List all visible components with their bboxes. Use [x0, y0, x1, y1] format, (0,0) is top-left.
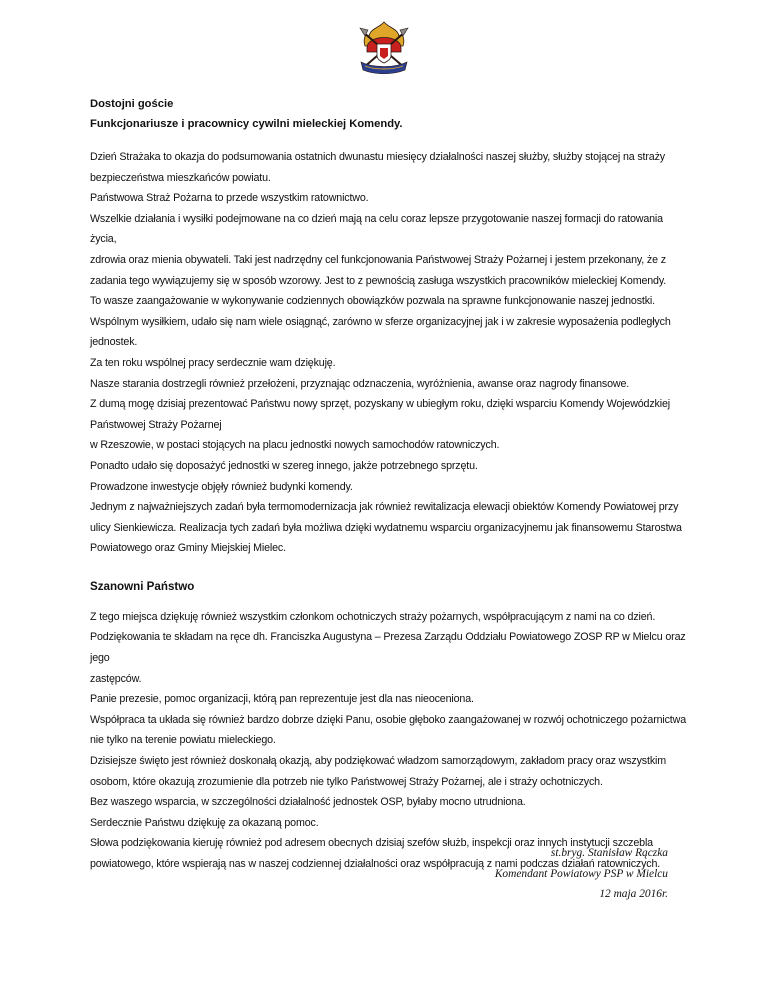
text-line: osobom, które okazują zrozumienie dla potrzeb nie tylko Państwowej Straży Pożarnej, ale i straży ochotniczych. — [90, 775, 603, 788]
letter-body — [90, 94, 690, 875]
text-line: zdrowia oraz mienia obywateli. Taki jest nadrzędny cel funkcjonowania Państwowej Straży Pożarnej i jestem przekonany, że z — [90, 253, 666, 266]
paragraph-block — [90, 147, 690, 559]
signature-block — [495, 843, 668, 905]
greeting-line: Dostojni goście — [90, 98, 174, 110]
signature-name: st.bryg. Stanisław Rączka — [550, 847, 668, 859]
text-line: zastępców. — [90, 672, 142, 685]
paragraph-block — [90, 607, 690, 875]
text-line: Nasze starania dostrzegli również przełożeni, przyznając odznaczenia, wyróżnienia, awanse oraz nagrody finansowe. — [90, 377, 630, 390]
signature-title: Komendant Powiatowy PSP w Mielcu — [494, 867, 668, 880]
text-line: Państwowej Straży Pożarnej — [90, 418, 222, 431]
text-line: Ponadto udało się doposażyć jednostki w szereg innego, jakże potrzebnego sprzętu. — [90, 459, 478, 472]
text-line: Serdecznie Państwu dziękuję za okazaną pomoc. — [90, 816, 319, 829]
text-line: Dzień Strażaka to okazja do podsumowania ostatnich dwunastu miesięcy działalności naszej służby, służby stojącej na straży — [90, 151, 665, 163]
text-line: Wszelkie działania i wysiłki podejmowane na co dzień mają na celu coraz lepsze przygotowanie naszej formacji do ratowania życia, — [90, 212, 663, 246]
text-line: Wspólnym wysiłkiem, udało się nam wiele osiągnąć, zarówno w sferze organizacyjnej jak i w zakresie wyposażenia podległych — [90, 315, 671, 328]
text-line: Współpraca ta układa się również bardzo dobrze dzięki Panu, osobie głęboko zaangażowanej w rozwój ochotniczego pożarnictwa — [90, 713, 686, 726]
text-line: powiatowego, które wspierają nas w naszej codziennej działalności oraz współpracują z nami podczas działań ratowniczych. — [90, 858, 661, 870]
section-heading: Szanowni Państwo — [90, 579, 195, 593]
text-line: zadania tego wywiązujemy się w sposób wzorowy. Jest to z pewnością zasługa wszystkich pracowników mieleckiej Komendy. — [90, 274, 667, 287]
text-line: Powiatowego oraz Gminy Miejskiej Mielec. — [90, 542, 286, 555]
text-line: Podziękowania te składam na ręce dh. Franciszka Augustyna – Prezesa Zarządu Oddziału Powiatowego ZOSP RP w Mielcu oraz jego — [90, 631, 686, 665]
text-line: To wasze zaangażowanie w wykonywanie codziennych obowiązków pozwala na sprawne funkcjonowanie naszej jednostki. — [90, 295, 655, 308]
text-line: bezpieczeństwa mieszkańców powiatu. — [90, 171, 271, 184]
signature-date: 12 maja 2016r. — [599, 888, 668, 900]
text-line: w Rzeszowie, w postaci stojących na placu jednostki nowych samochodów ratowniczych. — [90, 439, 500, 452]
text-line: Panie prezesie, pomoc organizacji, którą pan reprezentuje jest dla nas nieoceniona. — [90, 693, 474, 706]
text-line: Prowadzone inwestycje objęły również budynki komendy. — [90, 480, 353, 493]
greeting-line: Funkcjonariusze i pracownicy cywilni mieleckiej Komendy. — [90, 118, 403, 130]
text-line: Dzisiejsze święto jest również doskonałą okazją, aby podziękować władzom samorządowym, zakładom pracy oraz wszystkim — [90, 755, 666, 768]
text-line: ulicy Sienkiewicza. Realizacja tych zadań była możliwa dzięki wydatnemu wsparciu organizacyjnemu jak finansowemu Starostwa — [90, 521, 682, 534]
text-line: Z dumą mogę dzisiaj prezentować Państwu nowy sprzęt, pozyskany w ubiegłym roku, dzięki wsparciu Komendy Wojewódzkiej — [90, 398, 670, 411]
fire-service-emblem-icon — [353, 18, 415, 80]
text-line: Jednym z najważniejszych zadań była termomodernizacja jak również rewitalizacja elewacji obiektów Komendy Powiatowej przy — [90, 501, 679, 514]
text-line: Słowa podziękowania kieruję również pod adresem obecnych dzisiaj szefów służb, inspekcji oraz innych instytucji szczebla — [90, 837, 653, 850]
text-line: Państwowa Straż Pożarna to przede wszystkim ratownictwo. — [90, 192, 369, 205]
text-line: nie tylko na terenie powiatu mieleckiego. — [90, 734, 276, 747]
text-line: Z tego miejsca dziękuję również wszystkim członkom ochotniczych straży pożarnych, współpracującym z nami na co dzień. — [90, 610, 656, 623]
text-line: jednostek. — [90, 336, 138, 349]
text-line: Za ten roku wspólnej pracy serdecznie wam dziękuję. — [90, 356, 336, 369]
text-line: Bez waszego wsparcia, w szczególności działalność jednostek OSP, byłaby mocno utrudniona. — [90, 796, 526, 809]
